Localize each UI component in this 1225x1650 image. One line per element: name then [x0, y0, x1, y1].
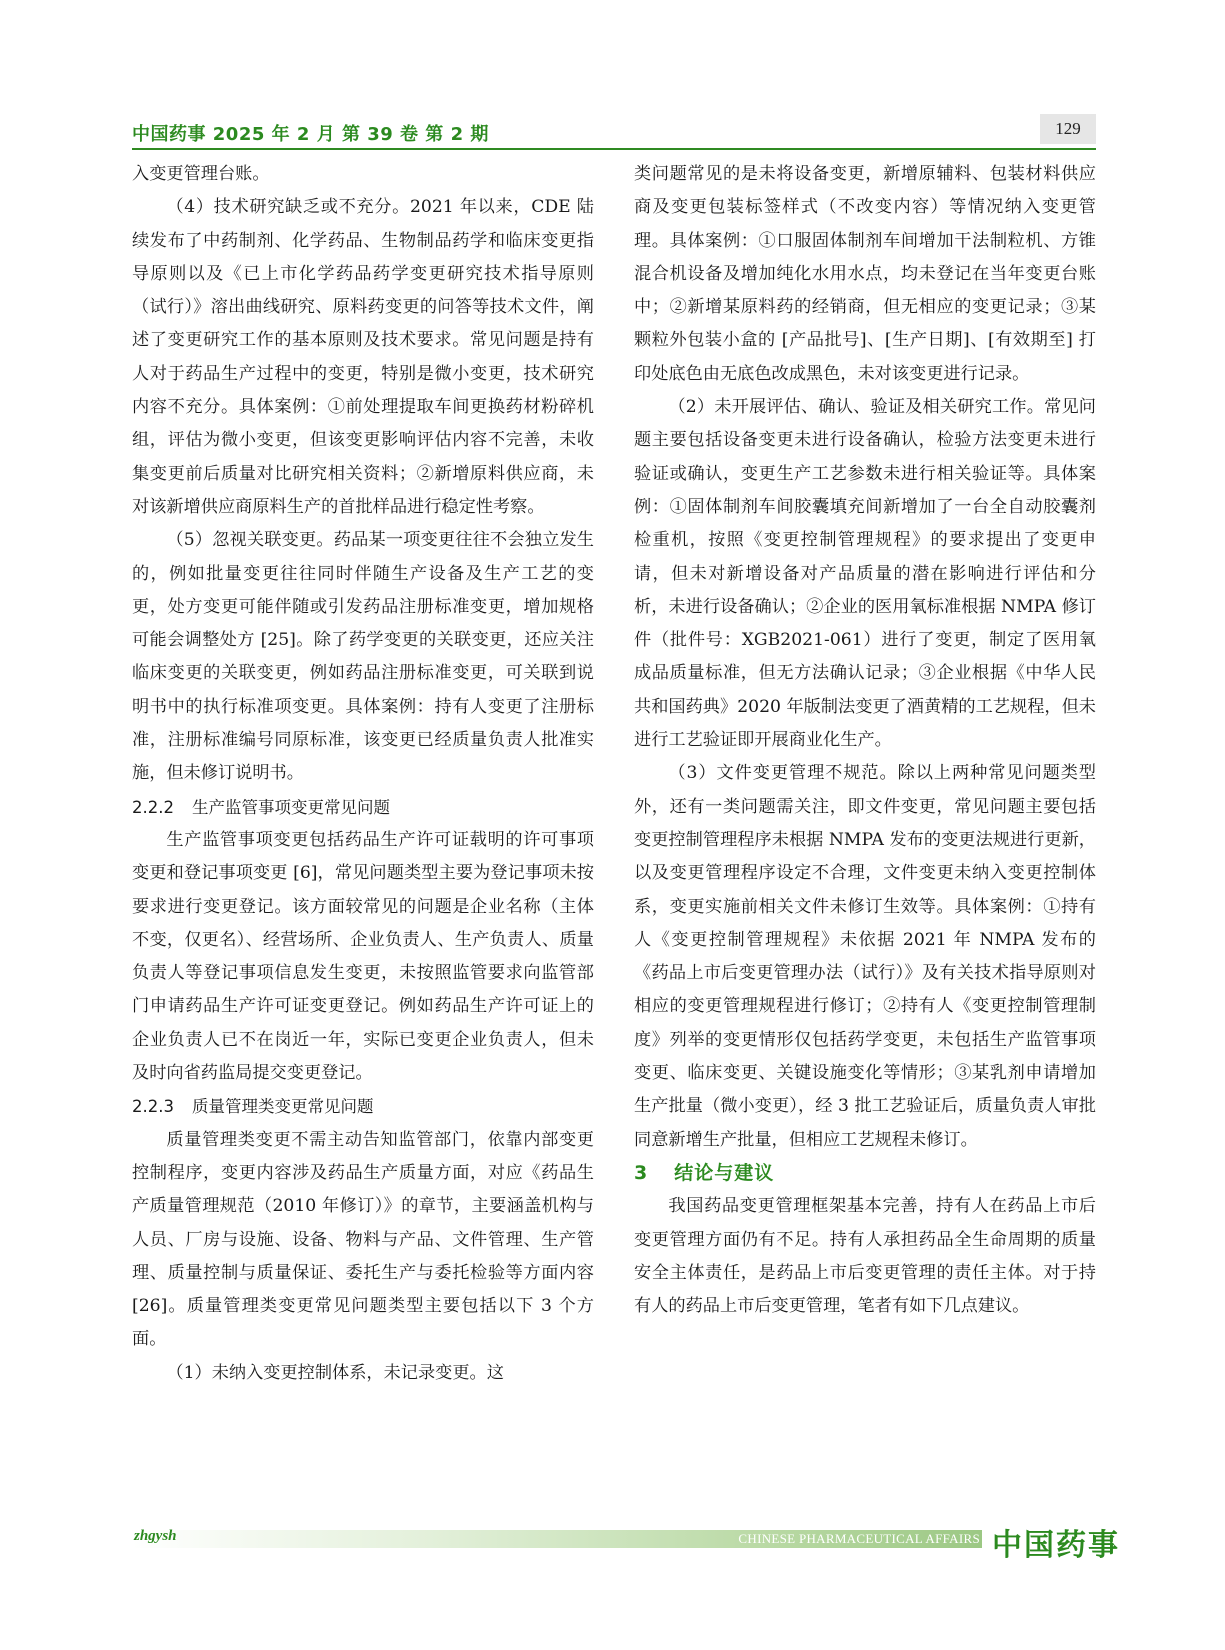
paragraph: 质量管理类变更不需主动告知监管部门，依靠内部变更控制程序，变更内容涉及药品生产质量方面，对应《药品生产质量管理规范（2010 年修订）》的章节，主要涵盖机构与人员、厂房与设施、设备、物料与产品、文件管理、生产管理、质量控制与质量保证、委托生产与委托检验等方面内容 [26]。质量管理类变更常见问题类型主要包括以下 3 个方面。 — [132, 1129, 594, 1350]
subsection-heading-2-2-2 — [132, 791, 594, 824]
subsection-title: 质量管理类变更常见问题 — [191, 1097, 374, 1117]
paragraph: （4）技术研究缺乏或不充分。2021 年以来，CDE 陆续发布了中药制剂、化学药品、生物制品药学和临床变更指导原则以及《已上市化学药品药学变更研究技术指导原则（试行）》溶出曲线研究、原料药变更的问答等技术文件，阐述了变更研究工作的基本原则及技术要求。常见问题是持有人对于药品生产过程中的变更，特别是微小变更，技术研究内容不充分。具体案例：①前处理提取车间更换药材粉碎机组，评估为微小变更，但该变更影响评估内容不完善，未收集变更前后质量对比研究相关资料；②新增原料供应商，未对该新增供应商原料生产的首批样品进行稳定性考察。 — [132, 197, 594, 517]
paragraph: 入变更管理台账。 — [132, 164, 270, 184]
subsection-heading-2-2-3 — [132, 1090, 594, 1123]
left-column — [132, 158, 594, 1390]
section-title: 结论与建议 — [674, 1161, 775, 1184]
header-rule — [132, 148, 1096, 150]
paragraph: 我国药品变更管理框架基本完善，持有人在药品上市后变更管理方面仍有不足。持有人承担药品全生命周期的质量安全主体责任，是药品上市后变更管理的责任主体。对于持有人的药品上市后变更管理，笔者有如下几点建议。 — [634, 1196, 1096, 1317]
paragraph: （3）文件变更管理不规范。除以上两种常见问题类型外，还有一类问题需关注，即文件变更，常见问题主要包括变更控制管理程序未根据 NMPA 发布的变更法规进行更新，以及变更管理程序设定不合理，文件变更未纳入变更控制体系，变更实施前相关文件未修订生效等。具体案例：①持有人《变更控制管理规程》未依据 2021 年 NMPA 发布的《药品上市后变更管理办法（试行）》及有关技术指导原则对相应的变更管理规程进行修订；②持有人《变更控制管理制度》列举的变更情形仅包括药学变更，未包括生产监管事项变更、临床变更、关键设施变化等情形；③某乳剂申请增加生产批量（微小变更），经 3 批工艺验证后，质量负责人审批同意新增生产批量，但相应工艺规程未修订。 — [634, 763, 1096, 1150]
section-number: 3 — [634, 1161, 649, 1184]
section-heading-3 — [634, 1157, 1096, 1190]
right-column — [634, 158, 1096, 1323]
paragraph: 类问题常见的是未将设备变更，新增原辅料、包装材料供应商及变更包装标签样式（不改变内容）等情况纳入变更管理。具体案例：①口服固体制剂车间增加干法制粒机、方锥混合机设备及增加纯化水用水点，均未登记在当年变更台账中；②新增某原料药的经销商，但无相应的变更记录；③某颗粒外包装小盒的 [产品批号]、[生产日期]、[有效期至] 打印处底色由无底色改成黑色，未对该变更进行记录。 — [634, 164, 1096, 384]
paragraph: （5）忽视关联变更。药品某一项变更往往不会独立发生的，例如批量变更往往同时伴随生产设备及生产工艺的变更，处方变更可能伴随或引发药品注册标准变更，增加规格可能会调整处方 [25]。除了药学变更的关联变更，还应关注临床变更的关联变更，例如药品注册标准变更，可关联到说明书中的执行标准项变更。具体案例：持有人变更了注册标准，注册标准编号同原标准，该变更已经质量负责人批准实施，但未修订说明书。 — [132, 530, 594, 784]
paragraph: （2）未开展评估、确认、验证及相关研究工作。常见问题主要包括设备变更未进行设备确认，检验方法变更未进行验证或确认，变更生产工艺参数未进行相关验证等。具体案例：①固体制剂车间胶囊填充间新增加了一台全自动胶囊剂检重机，按照《变更控制管理规程》的要求提出了变更申请，但未对新增设备对产品质量的潜在影响进行评估和分析，未进行设备确认；②企业的医用氧标准根据 NMPA 修订件（批件号：XGB2021-061）进行了变更，制定了医用氧成品质量标准，但无方法确认记录；③企业根据《中华人民共和国药典》2020 年版制法变更了酒黄精的工艺规程，但未进行工艺验证即开展商业化生产。 — [634, 397, 1096, 751]
subsection-number: 2.2.2 — [132, 797, 174, 817]
footer-url: zhgysh — [134, 1528, 177, 1544]
footer-english-title: CHINESE PHARMACEUTICAL AFFAIRS — [738, 1531, 980, 1546]
page-number: 129 — [1040, 114, 1096, 144]
paragraph: （1）未纳入变更控制体系，未记录变更。这 — [166, 1362, 504, 1383]
journal-header: 中国药事 2025 年 2 月 第 39 卷 第 2 期 — [132, 124, 489, 145]
subsection-title: 生产监管事项变更常见问题 — [191, 797, 390, 817]
journal-logo: 中国药事 — [992, 1528, 1120, 1563]
subsection-number: 2.2.3 — [132, 1097, 174, 1117]
paragraph: 生产监管事项变更包括药品生产许可证载明的许可事项变更和登记事项变更 [6]，常见问题类型主要为登记事项未按要求进行变更登记。该方面较常见的问题是企业名称（主体不变，仅更名）、经营场所、企业负责人、生产负责人、质量负责人等登记事项信息发生变更，未按照监管要求向监管部门申请药品生产许可证变更登记。例如药品生产许可证上的企业负责人已不在岗近一年，实际已变更企业负责人，但未及时向省药监局提交变更登记。 — [132, 829, 594, 1084]
